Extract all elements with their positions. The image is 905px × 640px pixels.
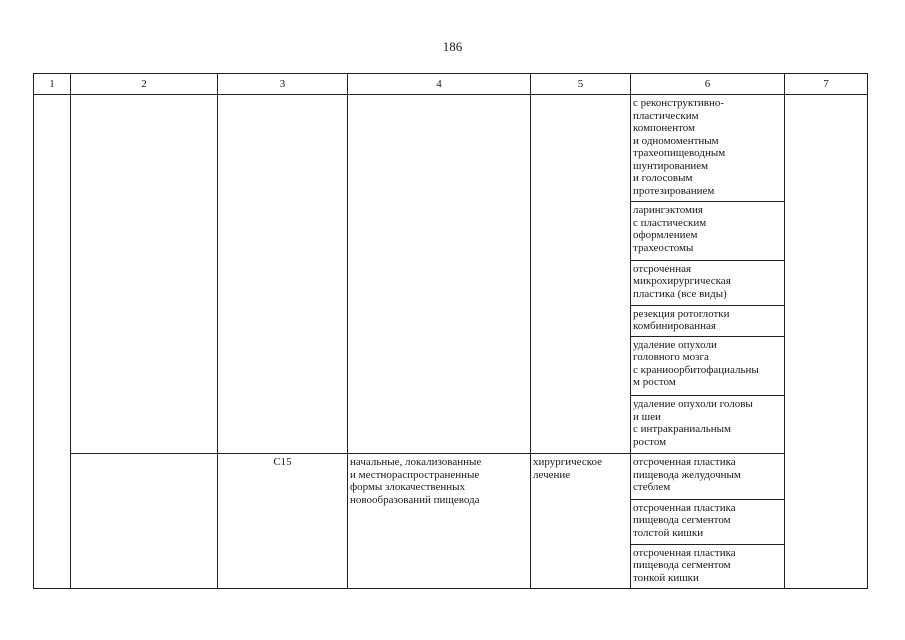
column-header: 3 [218,74,348,95]
treatment-cell [531,95,631,454]
column-number-row [34,74,868,95]
profile-cell [71,95,218,454]
page-number: 186 [442,39,463,54]
method-cell: резекция ротоглотки комбинированная [631,305,785,336]
table-row [34,95,868,202]
method-cell: отсроченная микрохирургическая пластика (все виды) [631,260,785,305]
diagnosis-cell [348,95,531,454]
method-cell: отсроченная пластика пищевода сегментом толстой кишки [631,499,785,544]
method-cell: отсроченная пластика пищевода желудочным стеблем [631,454,785,499]
code-cell: C15 [218,454,348,589]
method-cell: отсроченная пластика пищевода сегментом тонкой кишки [631,544,785,588]
column-header: 1 [34,74,71,95]
column-header: 5 [531,74,631,95]
table-row [34,454,868,499]
column-header: 7 [785,74,868,95]
profile-cell [71,454,218,589]
medical-care-table [33,73,868,589]
method-cell: с реконструктивно- пластическим компонентом и одномоментным трахеопищеводным шунтированием и голосовым протезированием [631,95,785,202]
method-cell: удаление опухоли головы и шеи с интракраниальным ростом [631,396,785,454]
diagnosis-cell: начальные, локализованные и местнораспространенные формы злокачественных новообразований пищевода [348,454,531,589]
column-header: 2 [71,74,218,95]
code-cell [218,95,348,454]
treatment-cell: хирургическое лечение [531,454,631,589]
column-header: 4 [348,74,531,95]
row-number-cell [34,95,71,589]
method-cell: удаление опухоли головного мозга с краниоорбитофациальны м ростом [631,336,785,395]
column-header: 6 [631,74,785,95]
method-cell: ларингэктомия с пластическим оформлением трахеостомы [631,202,785,260]
cost-cell [785,95,868,589]
